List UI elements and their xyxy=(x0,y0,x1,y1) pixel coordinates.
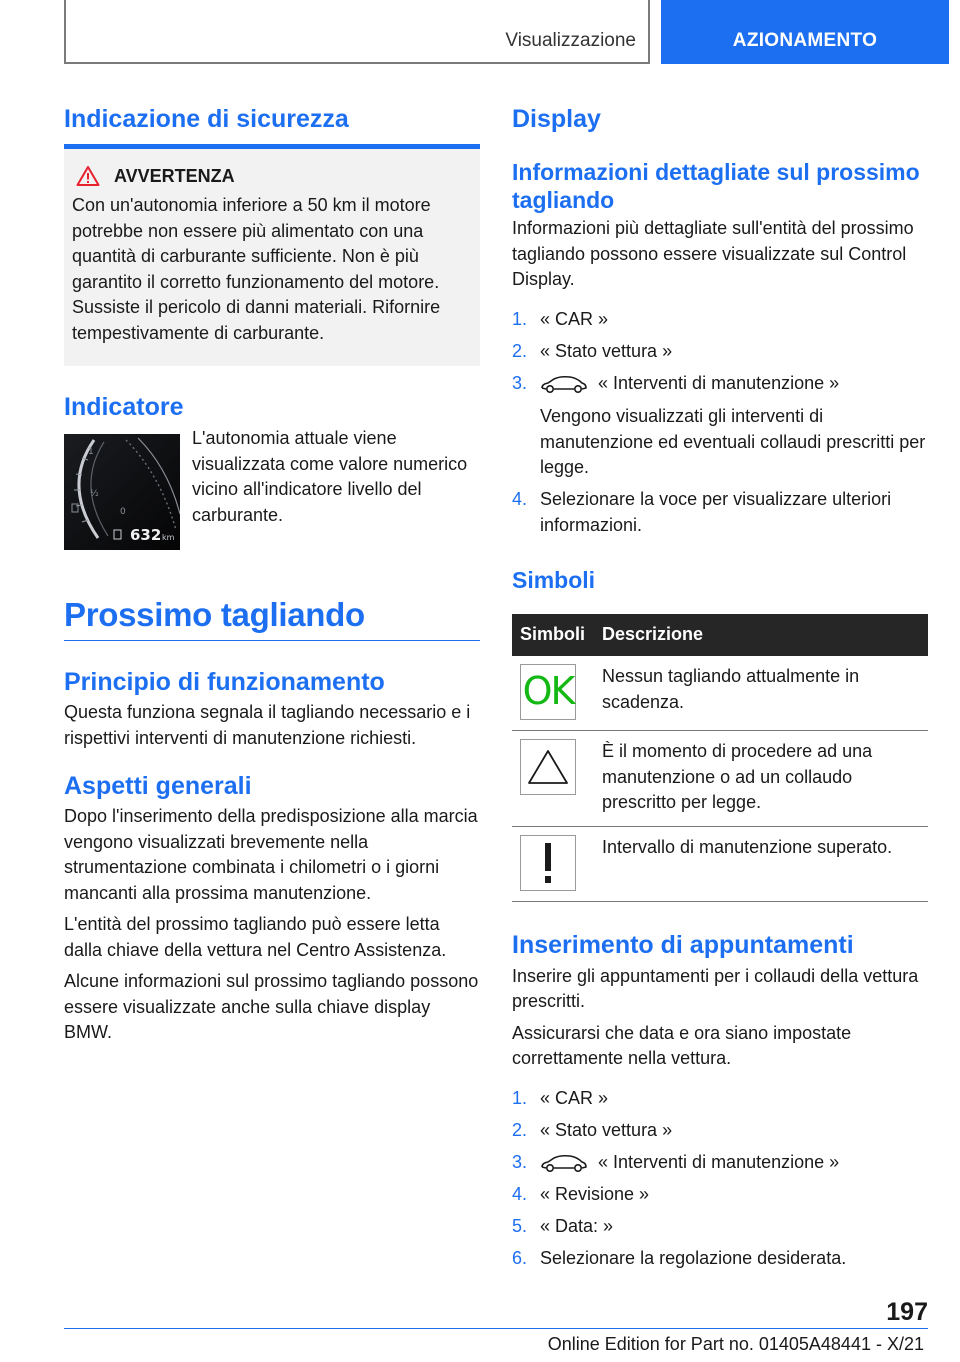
table-cell: Nessun tagliando attualmente in scadenza. xyxy=(594,656,928,731)
list-item: 2. « Stato vettura » xyxy=(512,340,673,361)
header-section-box xyxy=(64,0,650,64)
symbols-heading: Simboli xyxy=(512,567,596,593)
warning-triangle-icon xyxy=(520,739,576,795)
warning-title: AVVERTENZA xyxy=(114,165,235,186)
col-symbols-header: Simboli xyxy=(512,614,594,656)
fuel-gauge-image xyxy=(64,434,180,550)
page-header xyxy=(0,0,960,66)
table-row xyxy=(512,656,928,731)
appointments-paragraph-1: Inserire gli appuntamenti per i collaudi della vettura prescritti. xyxy=(512,965,919,1011)
warning-title-row xyxy=(72,165,472,187)
gauge-range-unit: km xyxy=(162,533,175,542)
indicator-text: L'autonomia attuale viene visualizzata come valore numerico vicino all'indicatore livello del carburante. xyxy=(192,428,468,525)
list-item: 4. Selezionare la voce per visualizzare ulteriori informazioni. xyxy=(512,489,892,535)
display-heading: Display xyxy=(512,105,601,133)
exclamation-icon xyxy=(520,835,576,891)
details-heading: Informazioni dettagliate sul prossimo tagliando xyxy=(512,159,920,213)
warning-triangle-icon xyxy=(76,165,100,187)
table-row xyxy=(512,826,928,901)
header-section-title: Visualizzazione xyxy=(505,30,636,51)
list-item: 3. « Interventi di manutenzione » Vengono visualizzati gli interventi di manutenzione ed eventuali collaudi prescritti per legge. xyxy=(512,371,928,481)
table-header-row xyxy=(512,614,928,656)
details-text: Informazioni più dettagliate sull'entità del prossimo tagliando possono essere visualizzate sul Control Display. xyxy=(512,218,914,289)
header-chapter-label: AZIONAMENTO xyxy=(732,30,878,51)
footer-rule xyxy=(64,1328,928,1329)
left-column xyxy=(64,100,480,1046)
indicator-heading: Indicatore xyxy=(64,393,184,421)
gauge-range-value: 632 xyxy=(130,526,162,544)
list-item: 1. « CAR » xyxy=(512,1087,609,1108)
warning-text: Con un'autonomia inferiore a 50 km il motore potrebbe non essere più alimentato con una quantità di carburante sufficiente. Non è più garantito il corretto funzionamento del motore. Sussiste il pericolo di danni materiali. Rifornire tempestivamente di carburante. xyxy=(72,195,441,343)
list-item: 1. « CAR » xyxy=(512,308,609,329)
appointment-steps xyxy=(512,1086,928,1272)
page-number: 197 xyxy=(886,1298,928,1326)
details-steps xyxy=(512,307,928,539)
car-icon xyxy=(540,374,588,394)
table-cell: È il momento di procedere ad una manutenzione o ad un collaudo prescritto per legge. xyxy=(594,731,928,827)
list-item: 4. « Revisione » xyxy=(512,1183,650,1204)
service-rule xyxy=(64,640,480,641)
table-cell: Intervallo di manutenzione superato. xyxy=(594,826,928,901)
gauge-mark-1: 1 xyxy=(88,447,94,457)
general-paragraph-2: L'entità del prossimo tagliando può essere letta dalla chiave della vettura nel Centro Assistenza. xyxy=(64,914,447,960)
col-description-header: Descrizione xyxy=(594,614,928,656)
edition-text: Online Edition for Part no. 01405A48441 - X/21 xyxy=(547,1334,924,1354)
principle-heading: Principio di funzionamento xyxy=(64,668,385,696)
principle-text: Questa funziona segnala il tagliando necessario e i rispettivi interventi di manutenzione richiesti. xyxy=(64,702,471,748)
indicator-block xyxy=(64,428,480,550)
warning-box xyxy=(64,149,480,366)
header-chapter-tab[interactable] xyxy=(661,0,949,64)
step3-note: Vengono visualizzati gli interventi di manutenzione ed eventuali collaudi prescritti per legge. xyxy=(540,406,926,477)
car-icon xyxy=(540,1153,588,1173)
right-column xyxy=(512,100,928,1278)
appointments-heading: Inserimento di appuntamenti xyxy=(512,930,854,959)
table-row xyxy=(512,731,928,827)
list-item: 2. « Stato vettura » xyxy=(512,1119,673,1140)
symbols-table xyxy=(512,614,928,902)
list-item: 6. Selezionare la regolazione desiderata. xyxy=(512,1247,847,1268)
service-heading: Prossimo tagliando xyxy=(64,596,365,633)
fuel-gauge-graphic xyxy=(64,434,180,550)
general-paragraph-3: Alcune informazioni sul prossimo tagliando possono essere visualizzate anche sulla chiave display BMW. xyxy=(64,971,479,1042)
list-item: 3. « Interventi di manutenzione » xyxy=(512,1151,840,1172)
gauge-mark-0: 0 xyxy=(120,507,126,517)
general-heading: Aspetti generali xyxy=(64,772,252,800)
safety-heading: Indicazione di sicurezza xyxy=(64,105,349,133)
ok-symbol-icon: OK xyxy=(520,664,576,720)
list-item: 5. « Data: » xyxy=(512,1215,614,1236)
general-paragraph-1: Dopo l'inserimento della predisposizione alla marcia vengono visualizzati brevemente nella strumentazione combinata i chilometri o i giorni mancanti alla prossima manutenzione. xyxy=(64,806,478,903)
appointments-paragraph-2: Assicurarsi che data e ora siano impostate correttamente nella vettura. xyxy=(512,1022,852,1068)
gauge-mark-half: ½ xyxy=(90,489,99,499)
